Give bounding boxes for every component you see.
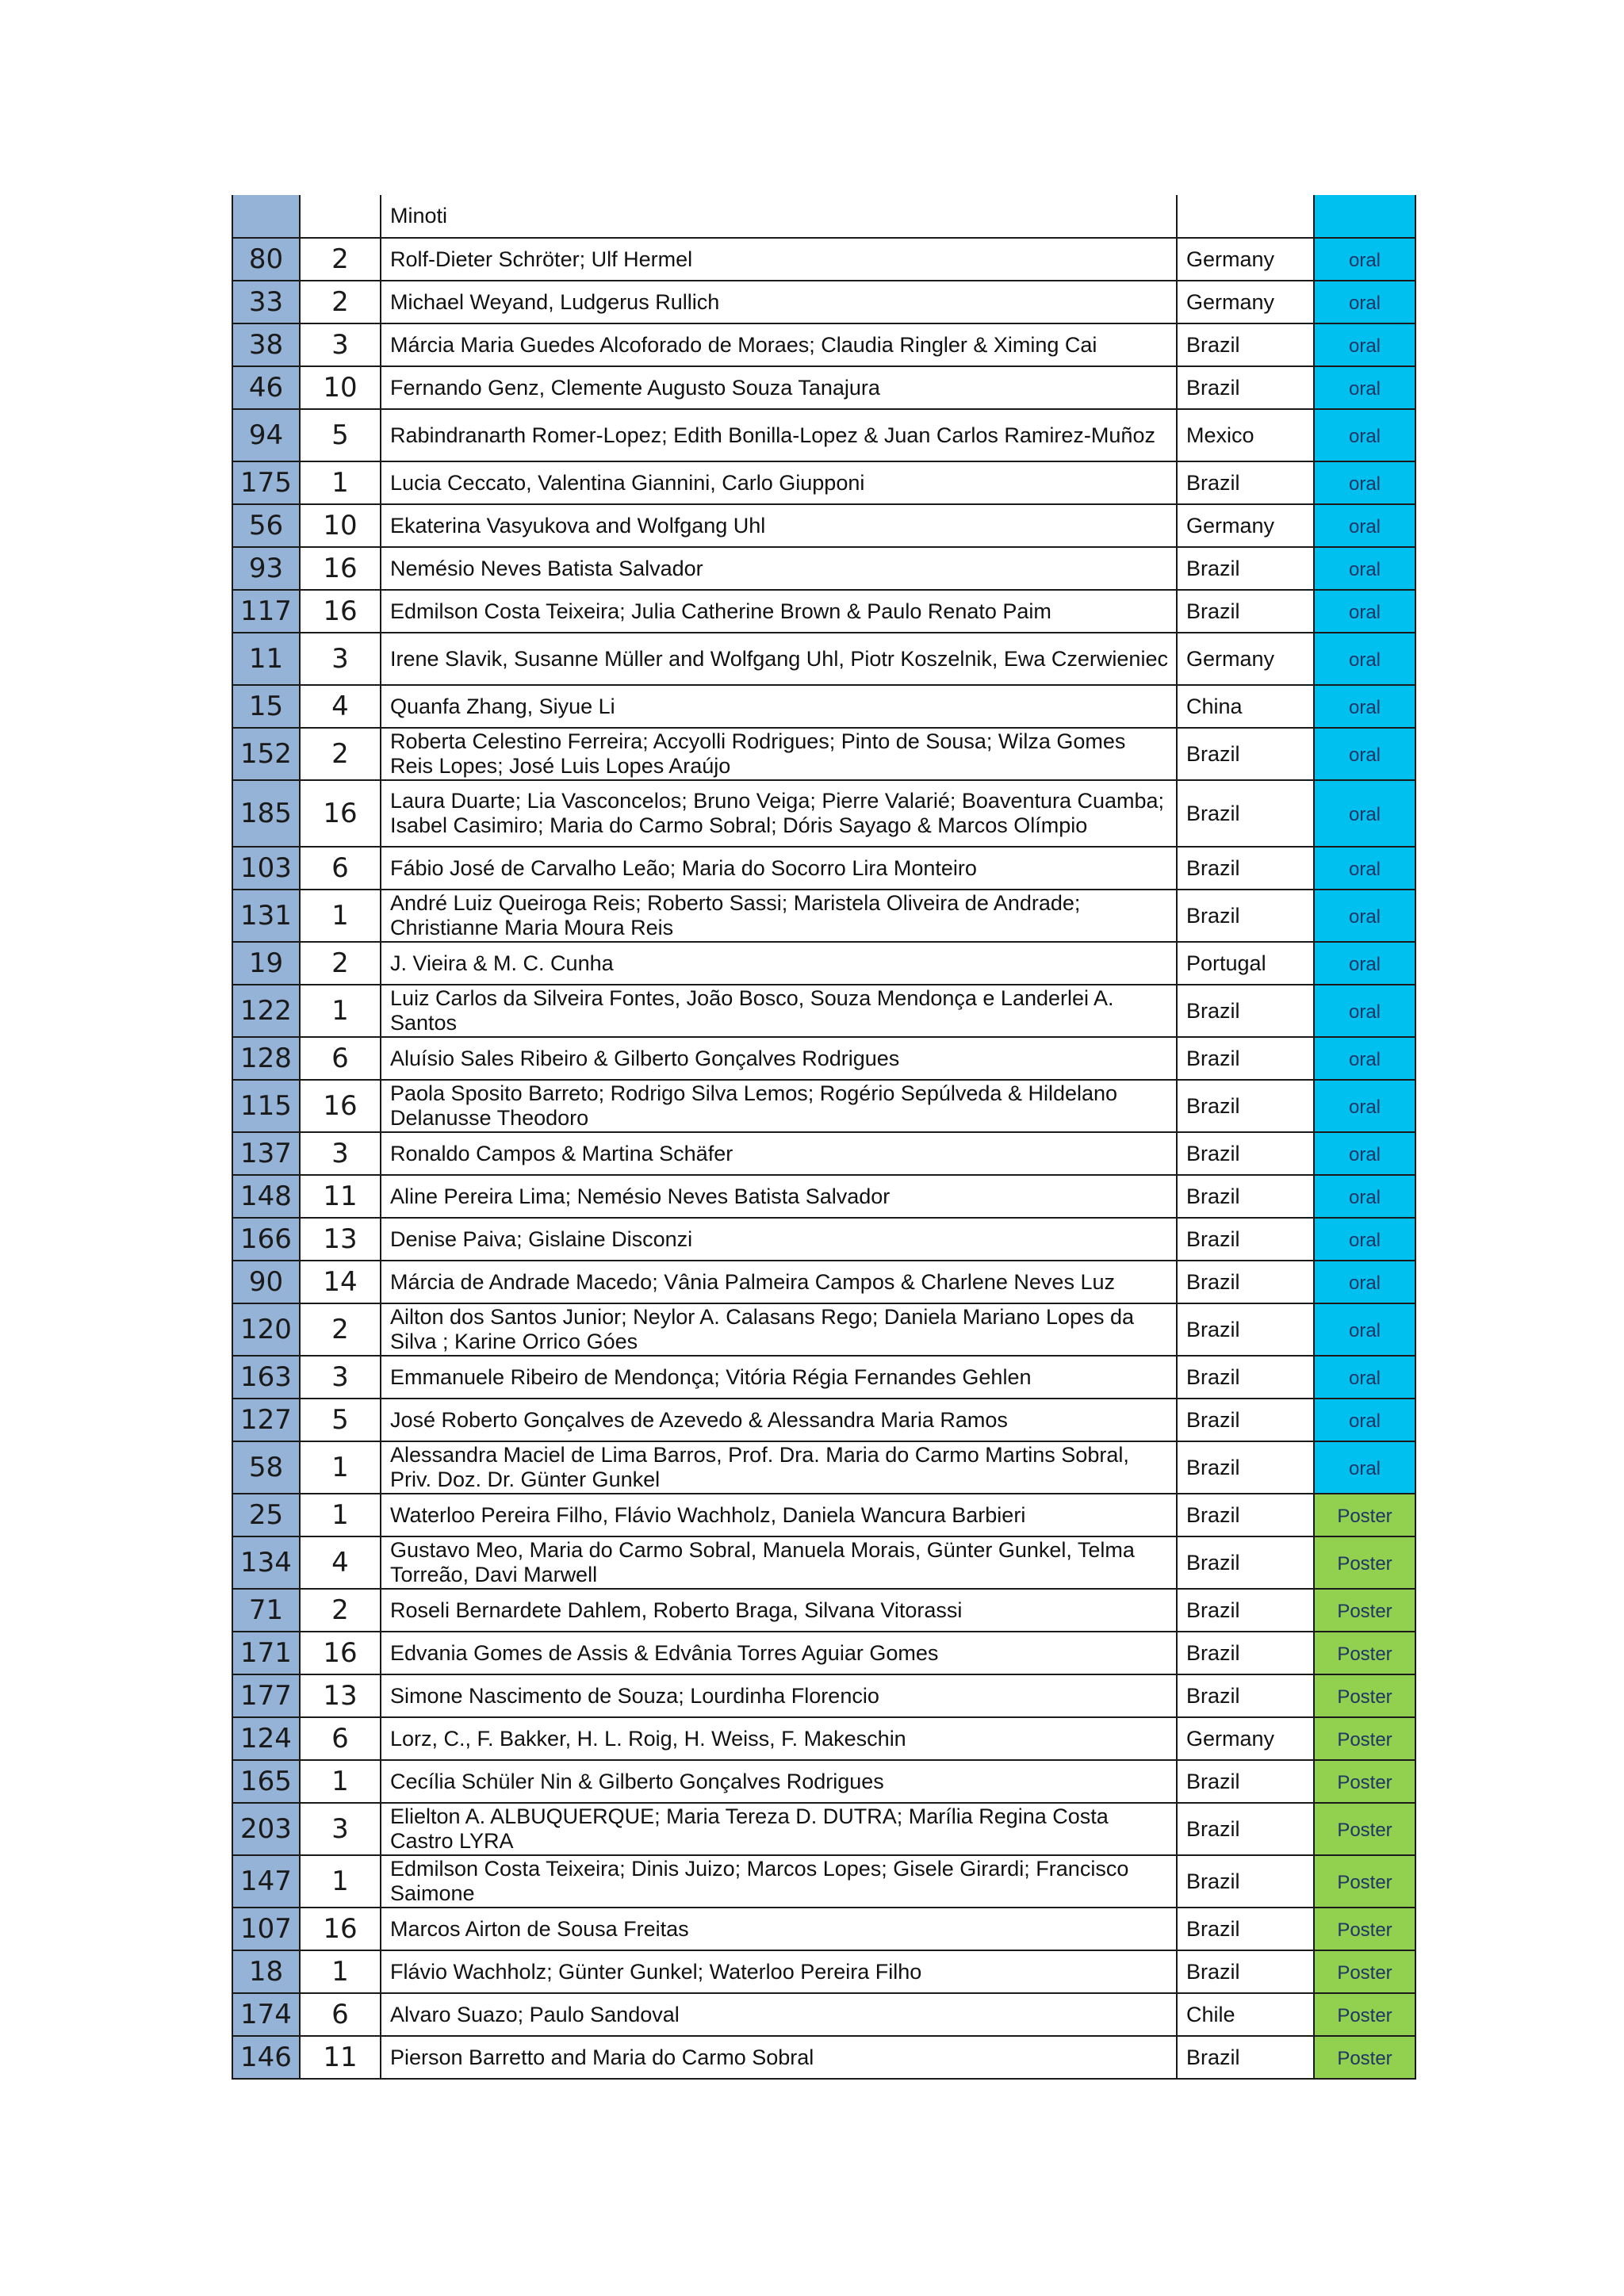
submissions-table-body (232, 195, 1415, 2079)
id-cell: 46 (232, 366, 300, 409)
id-cell: 146 (232, 2036, 300, 2079)
topic-cell: 1 (300, 1494, 381, 1536)
presentation-type-cell: Poster (1314, 1494, 1415, 1536)
topic-cell: 2 (300, 1303, 381, 1356)
authors-cell: Ronaldo Campos & Martina Schäfer (381, 1132, 1177, 1175)
table-row (232, 366, 1415, 409)
country-cell: Portugal (1177, 942, 1314, 985)
id-cell: 174 (232, 1993, 300, 2036)
authors-cell: Denise Paiva; Gislaine Disconzi (381, 1218, 1177, 1261)
authors-cell: Pierson Barretto and Maria do Carmo Sobral (381, 2036, 1177, 2079)
topic-cell (300, 195, 381, 238)
topic-cell: 1 (300, 1760, 381, 1803)
id-cell: 33 (232, 281, 300, 323)
id-cell: 203 (232, 1803, 300, 1855)
authors-cell: Lorz, C., F. Bakker, H. L. Roig, H. Weiss, F. Makeschin (381, 1717, 1177, 1760)
authors-cell: Simone Nascimento de Souza; Lourdinha Florencio (381, 1674, 1177, 1717)
authors-cell: Rabindranarth Romer-Lopez; Edith Bonilla-Lopez & Juan Carlos Ramirez-Muñoz (381, 409, 1177, 461)
table-row (232, 633, 1415, 685)
presentation-type-cell: Poster (1314, 1803, 1415, 1855)
country-cell: Brazil (1177, 323, 1314, 366)
country-cell: Brazil (1177, 890, 1314, 942)
country-cell: Brazil (1177, 1037, 1314, 1080)
presentation-type-cell: Poster (1314, 1589, 1415, 1632)
presentation-type-cell: oral (1314, 547, 1415, 590)
country-cell: Brazil (1177, 1441, 1314, 1494)
country-cell: Brazil (1177, 461, 1314, 504)
authors-cell: Aluísio Sales Ribeiro & Gilberto Gonçalves Rodrigues (381, 1037, 1177, 1080)
table-row (232, 1536, 1415, 1589)
presentation-type-cell: Poster (1314, 2036, 1415, 2079)
presentation-type-cell: Poster (1314, 1950, 1415, 1993)
id-cell: 171 (232, 1632, 300, 1674)
presentation-type-cell: oral (1314, 409, 1415, 461)
id-cell: 120 (232, 1303, 300, 1356)
table-row (232, 1218, 1415, 1261)
topic-cell: 11 (300, 2036, 381, 2079)
table-row (232, 1132, 1415, 1175)
country-cell: Brazil (1177, 847, 1314, 890)
table-row (232, 238, 1415, 281)
id-cell: 90 (232, 1261, 300, 1303)
topic-cell: 16 (300, 547, 381, 590)
country-cell: Brazil (1177, 1218, 1314, 1261)
authors-cell: Minoti (381, 195, 1177, 238)
authors-cell: Roseli Bernardete Dahlem, Roberto Braga, Silvana Vitorassi (381, 1589, 1177, 1632)
topic-cell: 1 (300, 461, 381, 504)
topic-cell: 1 (300, 1950, 381, 1993)
id-cell: 11 (232, 633, 300, 685)
table-row (232, 1950, 1415, 1993)
id-cell: 117 (232, 590, 300, 633)
id-cell: 80 (232, 238, 300, 281)
presentation-type-cell: oral (1314, 890, 1415, 942)
table-row (232, 1803, 1415, 1855)
topic-cell: 1 (300, 890, 381, 942)
id-cell: 58 (232, 1441, 300, 1494)
country-cell: Brazil (1177, 547, 1314, 590)
id-cell: 148 (232, 1175, 300, 1218)
id-cell: 177 (232, 1674, 300, 1717)
topic-cell: 3 (300, 1132, 381, 1175)
topic-cell: 11 (300, 1175, 381, 1218)
continuation-row (232, 195, 1415, 238)
authors-cell: Aline Pereira Lima; Nemésio Neves Batista Salvador (381, 1175, 1177, 1218)
table-row (232, 1441, 1415, 1494)
presentation-type-cell: oral (1314, 780, 1415, 847)
authors-cell: Alessandra Maciel de Lima Barros, Prof. Dra. Maria do Carmo Martins Sobral, Priv. Doz. Dr. Günter Gunkel (381, 1441, 1177, 1494)
authors-cell: J. Vieira & M. C. Cunha (381, 942, 1177, 985)
presentation-type-cell: oral (1314, 847, 1415, 890)
table-row (232, 547, 1415, 590)
table-row (232, 890, 1415, 942)
country-cell: Brazil (1177, 1674, 1314, 1717)
topic-cell: 6 (300, 1037, 381, 1080)
presentation-type-cell: Poster (1314, 1993, 1415, 2036)
id-cell: 56 (232, 504, 300, 547)
authors-cell: Irene Slavik, Susanne Müller and Wolfgang Uhl, Piotr Koszelnik, Ewa Czerwieniec (381, 633, 1177, 685)
table-row (232, 409, 1415, 461)
table-row (232, 1632, 1415, 1674)
country-cell: China (1177, 685, 1314, 728)
authors-cell: Gustavo Meo, Maria do Carmo Sobral, Manuela Morais, Günter Gunkel, Telma Torreão, Davi Marwell (381, 1536, 1177, 1589)
presentation-type-cell: oral (1314, 504, 1415, 547)
country-cell: Brazil (1177, 780, 1314, 847)
topic-cell: 3 (300, 633, 381, 685)
authors-cell: Rolf-Dieter Schröter; Ulf Hermel (381, 238, 1177, 281)
country-cell: Mexico (1177, 409, 1314, 461)
table-row (232, 281, 1415, 323)
topic-cell: 14 (300, 1261, 381, 1303)
presentation-type-cell: Poster (1314, 1632, 1415, 1674)
presentation-type-cell: oral (1314, 461, 1415, 504)
id-cell: 128 (232, 1037, 300, 1080)
id-cell: 107 (232, 1908, 300, 1950)
topic-cell: 3 (300, 1356, 381, 1399)
table-row (232, 1175, 1415, 1218)
id-cell: 152 (232, 728, 300, 780)
country-cell: Brazil (1177, 2036, 1314, 2079)
authors-cell: Fábio José de Carvalho Leão; Maria do Socorro Lira Monteiro (381, 847, 1177, 890)
table-row (232, 1993, 1415, 2036)
id-cell (232, 195, 300, 238)
id-cell: 122 (232, 985, 300, 1037)
topic-cell: 2 (300, 942, 381, 985)
topic-cell: 5 (300, 1399, 381, 1441)
authors-cell: Paola Sposito Barreto; Rodrigo Silva Lemos; Rogério Sepúlveda & Hildelano Delanusse Theodoro (381, 1080, 1177, 1132)
country-cell: Brazil (1177, 1261, 1314, 1303)
topic-cell: 1 (300, 1441, 381, 1494)
id-cell: 165 (232, 1760, 300, 1803)
table-row (232, 1303, 1415, 1356)
authors-cell: Ekaterina Vasyukova and Wolfgang Uhl (381, 504, 1177, 547)
id-cell: 163 (232, 1356, 300, 1399)
presentation-type-cell: oral (1314, 728, 1415, 780)
id-cell: 25 (232, 1494, 300, 1536)
presentation-type-cell: oral (1314, 1080, 1415, 1132)
table-row (232, 1717, 1415, 1760)
table-row (232, 1674, 1415, 1717)
country-cell: Brazil (1177, 1950, 1314, 1993)
country-cell: Germany (1177, 238, 1314, 281)
authors-cell: Márcia Maria Guedes Alcoforado de Moraes; Claudia Ringler & Ximing Cai (381, 323, 1177, 366)
id-cell: 38 (232, 323, 300, 366)
submissions-table (232, 195, 1416, 2080)
presentation-type-cell (1314, 195, 1415, 238)
presentation-type-cell: Poster (1314, 1717, 1415, 1760)
topic-cell: 6 (300, 847, 381, 890)
table-row (232, 685, 1415, 728)
table-row (232, 2036, 1415, 2079)
country-cell: Brazil (1177, 1175, 1314, 1218)
presentation-type-cell: oral (1314, 1037, 1415, 1080)
topic-cell: 16 (300, 1908, 381, 1950)
topic-cell: 13 (300, 1674, 381, 1717)
presentation-type-cell: oral (1314, 985, 1415, 1037)
id-cell: 71 (232, 1589, 300, 1632)
table-row (232, 942, 1415, 985)
table-row (232, 780, 1415, 847)
topic-cell: 10 (300, 504, 381, 547)
topic-cell: 13 (300, 1218, 381, 1261)
authors-cell: Márcia de Andrade Macedo; Vânia Palmeira Campos & Charlene Neves Luz (381, 1261, 1177, 1303)
presentation-type-cell: oral (1314, 590, 1415, 633)
topic-cell: 3 (300, 323, 381, 366)
presentation-type-cell: oral (1314, 942, 1415, 985)
country-cell: Brazil (1177, 728, 1314, 780)
id-cell: 137 (232, 1132, 300, 1175)
topic-cell: 2 (300, 1589, 381, 1632)
table-row (232, 1399, 1415, 1441)
authors-cell: Marcos Airton de Sousa Freitas (381, 1908, 1177, 1950)
topic-cell: 3 (300, 1803, 381, 1855)
id-cell: 175 (232, 461, 300, 504)
country-cell: Brazil (1177, 1536, 1314, 1589)
table-row (232, 1080, 1415, 1132)
authors-cell: Cecília Schüler Nin & Gilberto Gonçalves Rodrigues (381, 1760, 1177, 1803)
country-cell (1177, 195, 1314, 238)
id-cell: 103 (232, 847, 300, 890)
authors-cell: Ailton dos Santos Junior; Neylor A. Calasans Rego; Daniela Mariano Lopes da Silva ; Karine Orrico Góes (381, 1303, 1177, 1356)
table-row (232, 728, 1415, 780)
presentation-type-cell: oral (1314, 1399, 1415, 1441)
presentation-type-cell: Poster (1314, 1536, 1415, 1589)
id-cell: 94 (232, 409, 300, 461)
authors-cell: Michael Weyand, Ludgerus Rullich (381, 281, 1177, 323)
authors-cell: André Luiz Queiroga Reis; Roberto Sassi; Maristela Oliveira de Andrade; Christianne Maria Moura Reis (381, 890, 1177, 942)
country-cell: Brazil (1177, 1803, 1314, 1855)
country-cell: Brazil (1177, 985, 1314, 1037)
id-cell: 147 (232, 1855, 300, 1908)
topic-cell: 16 (300, 590, 381, 633)
presentation-type-cell: oral (1314, 1175, 1415, 1218)
table-row (232, 1908, 1415, 1950)
table-row (232, 504, 1415, 547)
table-row (232, 1855, 1415, 1908)
table-row (232, 461, 1415, 504)
topic-cell: 6 (300, 1993, 381, 2036)
country-cell: Germany (1177, 504, 1314, 547)
id-cell: 185 (232, 780, 300, 847)
table-row (232, 323, 1415, 366)
topic-cell: 16 (300, 780, 381, 847)
authors-cell: José Roberto Gonçalves de Azevedo & Alessandra Maria Ramos (381, 1399, 1177, 1441)
table-row (232, 1494, 1415, 1536)
topic-cell: 5 (300, 409, 381, 461)
country-cell: Brazil (1177, 1632, 1314, 1674)
table-row (232, 1589, 1415, 1632)
topic-cell: 2 (300, 728, 381, 780)
id-cell: 124 (232, 1717, 300, 1760)
topic-cell: 2 (300, 238, 381, 281)
presentation-type-cell: Poster (1314, 1908, 1415, 1950)
country-cell: Germany (1177, 1717, 1314, 1760)
authors-cell: Edvania Gomes de Assis & Edvânia Torres Aguiar Gomes (381, 1632, 1177, 1674)
authors-cell: Laura Duarte; Lia Vasconcelos; Bruno Veiga; Pierre Valarié; Boaventura Cuamba; Isabel Casimiro; Maria do Carmo Sobral; Dóris Sayago & Marcos Olímpio (381, 780, 1177, 847)
presentation-type-cell: oral (1314, 281, 1415, 323)
id-cell: 134 (232, 1536, 300, 1589)
country-cell: Germany (1177, 633, 1314, 685)
authors-cell: Flávio Wachholz; Günter Gunkel; Waterloo Pereira Filho (381, 1950, 1177, 1993)
id-cell: 15 (232, 685, 300, 728)
id-cell: 115 (232, 1080, 300, 1132)
id-cell: 166 (232, 1218, 300, 1261)
table-row (232, 1261, 1415, 1303)
presentation-type-cell: oral (1314, 1303, 1415, 1356)
country-cell: Brazil (1177, 1760, 1314, 1803)
authors-cell: Elielton A. ALBUQUERQUE; Maria Tereza D. DUTRA; Marília Regina Costa Castro LYRA (381, 1803, 1177, 1855)
topic-cell: 1 (300, 1855, 381, 1908)
table-row (232, 1356, 1415, 1399)
authors-cell: Fernando Genz, Clemente Augusto Souza Tanajura (381, 366, 1177, 409)
id-cell: 127 (232, 1399, 300, 1441)
topic-cell: 2 (300, 281, 381, 323)
country-cell: Brazil (1177, 1855, 1314, 1908)
presentation-type-cell: oral (1314, 1441, 1415, 1494)
topic-cell: 16 (300, 1080, 381, 1132)
id-cell: 93 (232, 547, 300, 590)
presentation-type-cell: Poster (1314, 1674, 1415, 1717)
country-cell: Brazil (1177, 1589, 1314, 1632)
presentation-type-cell: oral (1314, 238, 1415, 281)
topic-cell: 4 (300, 685, 381, 728)
id-cell: 19 (232, 942, 300, 985)
country-cell: Brazil (1177, 1908, 1314, 1950)
id-cell: 18 (232, 1950, 300, 1993)
topic-cell: 1 (300, 985, 381, 1037)
country-cell: Brazil (1177, 1132, 1314, 1175)
authors-cell: Quanfa Zhang, Siyue Li (381, 685, 1177, 728)
country-cell: Brazil (1177, 1303, 1314, 1356)
presentation-type-cell: oral (1314, 366, 1415, 409)
authors-cell: Nemésio Neves Batista Salvador (381, 547, 1177, 590)
authors-cell: Luiz Carlos da Silveira Fontes, João Bosco, Souza Mendonça e Landerlei A. Santos (381, 985, 1177, 1037)
authors-cell: Edmilson Costa Teixeira; Dinis Juizo; Marcos Lopes; Gisele Girardi; Francisco Saimone (381, 1855, 1177, 1908)
country-cell: Brazil (1177, 1494, 1314, 1536)
country-cell: Brazil (1177, 366, 1314, 409)
presentation-type-cell: Poster (1314, 1760, 1415, 1803)
authors-cell: Emmanuele Ribeiro de Mendonça; Vitória Régia Fernandes Gehlen (381, 1356, 1177, 1399)
authors-cell: Edmilson Costa Teixeira; Julia Catherine Brown & Paulo Renato Paim (381, 590, 1177, 633)
authors-cell: Alvaro Suazo; Paulo Sandoval (381, 1993, 1177, 2036)
presentation-type-cell: oral (1314, 633, 1415, 685)
presentation-type-cell: Poster (1314, 1855, 1415, 1908)
country-cell: Brazil (1177, 1356, 1314, 1399)
authors-cell: Lucia Ceccato, Valentina Giannini, Carlo Giupponi (381, 461, 1177, 504)
table-row (232, 1037, 1415, 1080)
presentation-type-cell: oral (1314, 685, 1415, 728)
presentation-type-cell: oral (1314, 1261, 1415, 1303)
table-row (232, 590, 1415, 633)
country-cell: Brazil (1177, 590, 1314, 633)
authors-cell: Roberta Celestino Ferreira; Accyolli Rodrigues; Pinto de Sousa; Wilza Gomes Reis Lopes; José Luis Lopes Araújo (381, 728, 1177, 780)
topic-cell: 10 (300, 366, 381, 409)
topic-cell: 4 (300, 1536, 381, 1589)
topic-cell: 6 (300, 1717, 381, 1760)
country-cell: Chile (1177, 1993, 1314, 2036)
presentation-type-cell: oral (1314, 1356, 1415, 1399)
presentation-type-cell: oral (1314, 1218, 1415, 1261)
presentation-type-cell: oral (1314, 323, 1415, 366)
id-cell: 131 (232, 890, 300, 942)
authors-cell: Waterloo Pereira Filho, Flávio Wachholz, Daniela Wancura Barbieri (381, 1494, 1177, 1536)
country-cell: Brazil (1177, 1399, 1314, 1441)
country-cell: Brazil (1177, 1080, 1314, 1132)
country-cell: Germany (1177, 281, 1314, 323)
table-row (232, 1760, 1415, 1803)
table-row (232, 847, 1415, 890)
presentation-type-cell: oral (1314, 1132, 1415, 1175)
topic-cell: 16 (300, 1632, 381, 1674)
table-row (232, 985, 1415, 1037)
